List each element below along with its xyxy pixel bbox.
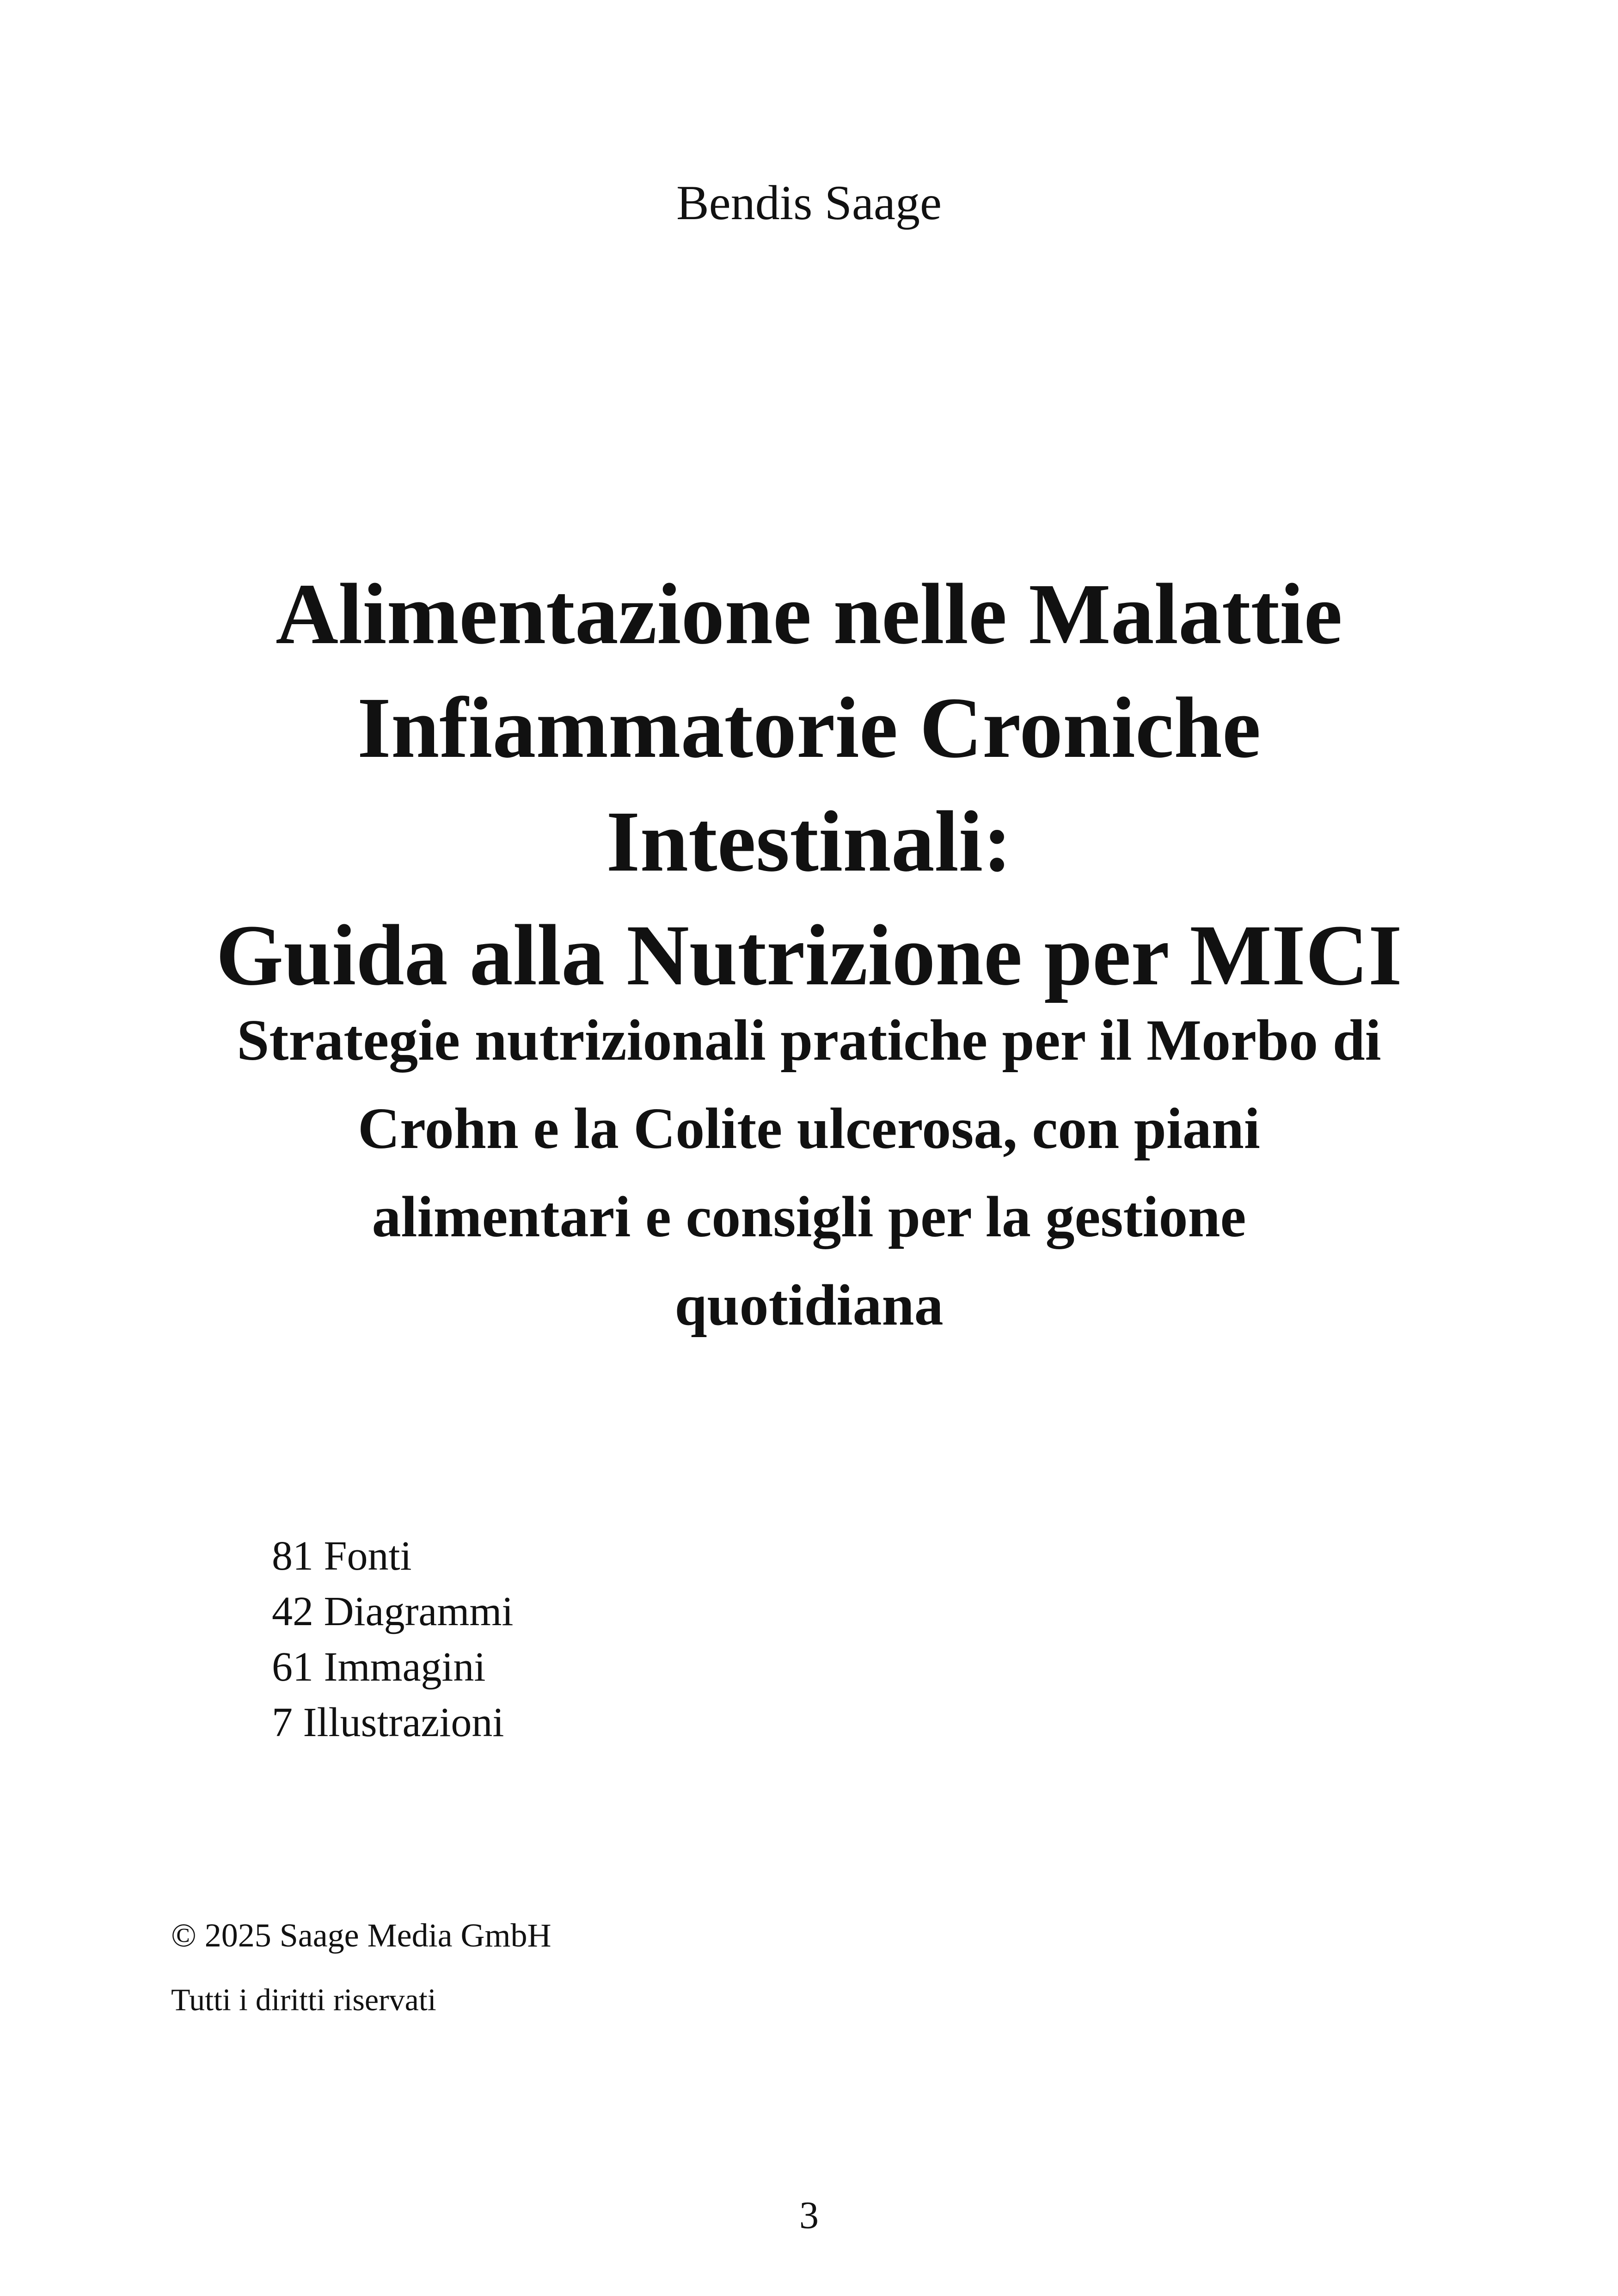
copyright-notice: © 2025 Saage Media GmbH — [171, 1917, 552, 1954]
stat-sources: 81 Fonti — [272, 1533, 412, 1579]
title-line: Alimentazione nelle Malattie — [276, 565, 1342, 662]
subtitle-line: quotidiana — [674, 1273, 944, 1338]
book-subtitle — [139, 996, 1479, 1350]
author-name: Bendis Saage — [676, 176, 942, 230]
title-line: Intestinali: — [606, 793, 1012, 890]
subtitle-line: Crohn e la Colite ulcerosa, con piani — [358, 1097, 1260, 1161]
subtitle-line: alimentari e consigli per la gestione — [372, 1185, 1246, 1249]
subtitle-line: Strategie nutrizionali pratiche per il Morbo di — [237, 1008, 1381, 1073]
title-line: Infiammatorie Croniche — [357, 679, 1261, 776]
rights-notice: Tutti i diritti riservati — [171, 1982, 436, 2017]
page-number: 3 — [799, 2194, 819, 2237]
stat-diagrams: 42 Diagrammi — [272, 1589, 514, 1634]
stat-illustrations: 7 Illustrazioni — [272, 1700, 504, 1745]
title-line: Guida alla Nutrizione per MICI — [216, 907, 1402, 1003]
book-title — [139, 557, 1479, 1012]
stat-images: 61 Immagini — [272, 1644, 486, 1690]
content-stats-list — [272, 1529, 513, 1750]
